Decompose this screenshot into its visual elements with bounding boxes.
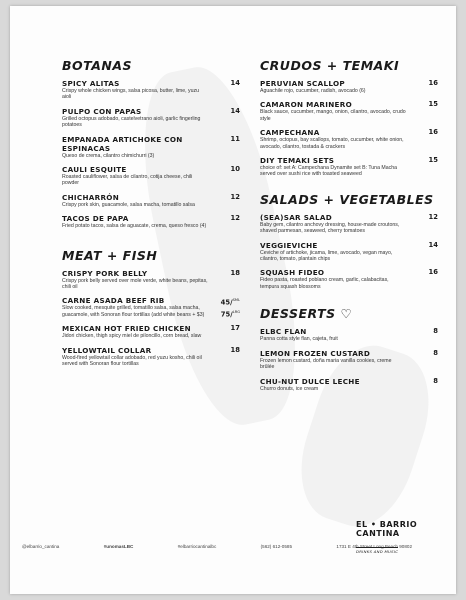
menu-item-description: Queso de crema, cilantro chimichurri (3) — [62, 152, 155, 159]
menu-item-name: SQUASH FIDEO — [260, 268, 325, 278]
menu-item — [62, 214, 242, 229]
menu-item-price: 11 — [230, 134, 240, 143]
menu-item-description: Panna cotta style flan, cajeta, fruit — [260, 336, 338, 343]
menu-item — [260, 100, 440, 122]
left-column — [62, 58, 242, 374]
menu-item-description: Roasted cauliflower, salsa de cilantro, cotija cheese, chili powder — [62, 174, 193, 187]
phone-number[interactable]: (562) 612-0585 — [260, 544, 293, 549]
footer — [22, 544, 412, 549]
menu-item-price: 12 — [428, 212, 438, 221]
menu-item-name: CARNE ASADA BEEF RIB — [62, 296, 165, 306]
menu-item — [260, 156, 440, 178]
menu-item-price: 12 — [230, 192, 240, 201]
hashtag: #elbarriocantinalbc — [177, 544, 217, 549]
menu-item-price: 15 — [428, 100, 438, 109]
desserts-title: DESSERTS ♡ — [260, 306, 353, 322]
menu-item-description: Crispy pork skin, guacamole, salsa macha, tomatillo salsa — [62, 201, 195, 208]
restaurant-logo: EL • BARRIO CANTINA DRINKS AND MUSIC — [356, 520, 418, 554]
menu-item-description: Fideo pasta, roasted poblano cream, garlic, calabacitas, tempura squash blossoms — [260, 277, 389, 290]
instagram-handle[interactable]: @elbarrio_cantina — [22, 544, 60, 549]
menu-item-price: 16 — [428, 79, 438, 87]
menu-item — [62, 107, 242, 129]
menu-item-name: LEMON FROZEN CUSTARD — [260, 348, 371, 358]
menu-item-name: SPICY ALITAS — [62, 79, 120, 88]
menu-item-description: Black sauce, cucumber, mango, onion, cilantro, avocado, crudo style — [260, 109, 406, 122]
menu-item — [62, 296, 242, 318]
hashtag: #unomasLBC — [103, 544, 134, 549]
menu-item-description: Wood-fired yellowtail collar adobado, red yuzu kosho, chili oil served with Sonoran flour tortillas — [62, 354, 202, 368]
menu-item-name: CHICHARRÓN — [62, 192, 120, 202]
salads-title: SALADS + VEGETABLES — [260, 191, 434, 207]
menu-item-price: 45/$^{SML}$ 75/$^{LRG}$ — [220, 298, 240, 318]
menu-item-name: ELBC FLAN — [260, 327, 307, 337]
menu-item-description: Frozen lemon custard, doña maria vanilla cookies, creme brûlée — [260, 357, 392, 371]
menu-item-description: Shrimp, octopus, bay scallops, tomato, cucumber, white onion, avocado, cilantro, tostada & crackers — [260, 137, 404, 150]
menu-item-name: CRISPY PORK BELLY — [62, 268, 148, 278]
menu-item — [62, 193, 242, 208]
menu-item-description: Churro donuts, ice cream — [260, 385, 319, 392]
address: 1731 E 4th Street Long Beach 90802 — [336, 544, 412, 549]
menu-item-price: 16 — [428, 128, 438, 137]
right-column — [260, 58, 440, 398]
menu-item-name: VEGGIEVICHE — [260, 240, 318, 250]
menu-item — [260, 128, 440, 150]
menu-item — [62, 79, 242, 101]
menu-item-price: 18 — [230, 268, 240, 277]
menu-item-price: 10 — [230, 165, 240, 174]
menu-item-description: Crispy whole chicken wings, salsa picosa, butter, lime, yuzu aioli — [62, 88, 199, 101]
menu-item-name: YELLOWTAIL COLLAR — [62, 345, 152, 355]
menu-item-name: EMPANADA ARTICHOKE CON ESPINACAS — [62, 134, 183, 153]
menu-item-description: choice of: set A: Campechana Dynamite set B: Tuna Macha served over sushi rice with toasted seaweed — [260, 165, 397, 178]
menu-item-description: Crispy pork belly served over mole verde, white beans, pepitas, chili oil — [62, 277, 208, 291]
menu-item-name: CHU-NUT DULCE LECHE — [260, 376, 360, 386]
menu-item-price: 8 — [433, 348, 438, 357]
menu-item-name: CAULI ESQUITE — [62, 165, 127, 175]
menu-item — [260, 241, 440, 263]
menu-item-price: 14 — [230, 79, 240, 87]
menu-item — [62, 135, 242, 159]
menu-item-description: Fried potato tacos, salsa de aguacate, crema, queso fresco (4) — [62, 223, 207, 230]
menu-item-price: 12 — [230, 214, 240, 223]
crudos-title: CRUDOS + TEMAKI — [260, 58, 400, 73]
menu-item-description: Slow cooked, mesquite grilled, tomatillo salsa, salsa macha, guacamole, with Sonoran flour tortillas (add white beans + $3) — [62, 305, 205, 318]
menu-item-name: (SEA)SAR SALAD — [260, 212, 333, 222]
menu-item — [260, 377, 440, 392]
menu-item — [62, 269, 242, 291]
meat-fish-title: MEAT + FISH — [62, 247, 158, 263]
menu-item-price: 14 — [428, 240, 438, 249]
menu-item — [260, 349, 440, 371]
menu-item-description: Ceviche of artichoke, jicama, lime, avocado, vegan mayo, cilantro, tomato, plantain chips — [260, 249, 393, 263]
menu-item — [260, 327, 440, 342]
menu-item-name: PULPO CON PAPAS — [62, 106, 142, 116]
menu-item — [260, 213, 440, 235]
menu-item — [62, 165, 242, 187]
menu-item-price: 15 — [428, 156, 438, 165]
menu-item-price: 16 — [428, 268, 438, 277]
menu-item-price: 17 — [230, 324, 240, 333]
botanas-title: BOTANAS — [62, 58, 133, 73]
menu-item-description: Jidori chicken, thigh spicy miel de piloncillo, corn bread, slaw — [62, 333, 202, 340]
menu-item-price: 14 — [230, 106, 240, 115]
menu-item — [260, 79, 440, 94]
menu-item-description: Grilled octopus adobado, castelvetrano aioli, garlic fingerling potatoes — [62, 115, 201, 129]
menu-item-description: Aguachile rojo, cucumber, radish, avocado (6) — [260, 88, 366, 94]
menu-item-name: DIY TEMAKI SETS — [260, 156, 335, 166]
menu-item — [62, 324, 242, 339]
menu-page — [10, 6, 456, 594]
menu-item-price: 8 — [433, 376, 438, 385]
menu-item-price: 18 — [230, 345, 240, 354]
menu-item-name: CAMARON MARINERO — [260, 100, 353, 110]
menu-item-name: MEXICAN HOT FRIED CHICKEN — [62, 324, 191, 334]
menu-item — [260, 268, 440, 290]
menu-item-description: Baby gem, cilantro anchovy dressing, house-made croutons, shaved parmesan, seaweed, cherry tomatoes — [260, 221, 400, 235]
menu-item-name: TACOS DE PAPA — [62, 214, 129, 224]
menu-item — [62, 346, 242, 368]
menu-item-name: CAMPECHANA — [260, 128, 320, 138]
menu-item-price: 8 — [433, 327, 438, 336]
menu-item-name: PERUVIAN SCALLOP — [260, 79, 345, 88]
